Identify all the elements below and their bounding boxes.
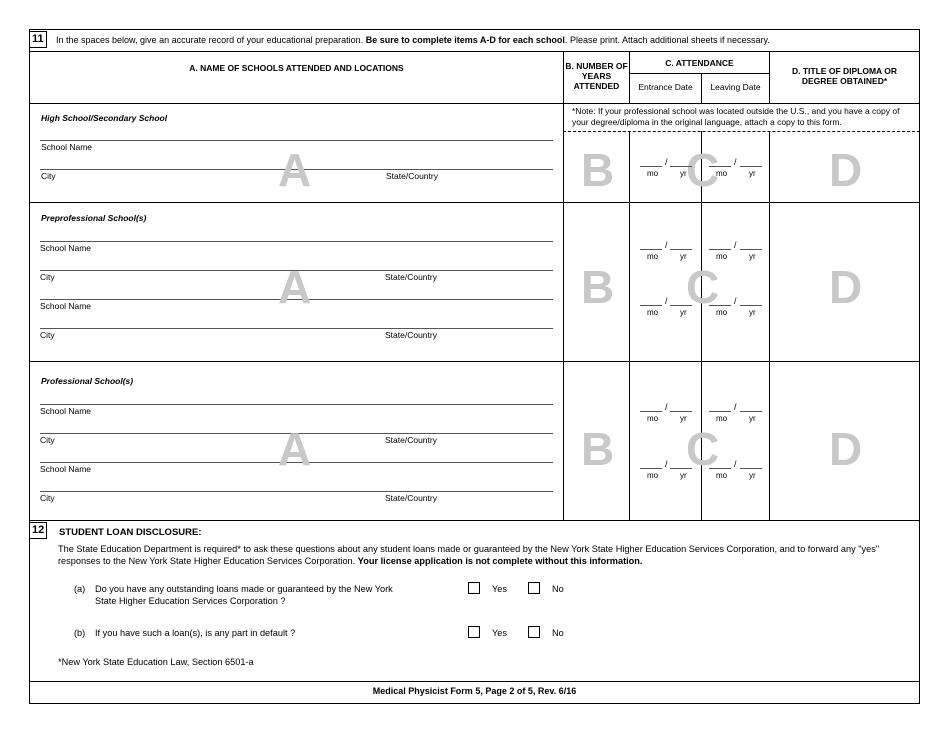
frame-left	[29, 29, 30, 703]
pro2-leaving-mo-line[interactable]	[709, 468, 731, 469]
pro2-leaving-mo: mo	[716, 471, 728, 480]
pro1-leaving-yr: yr	[749, 414, 756, 423]
student-loan-title: STUDENT LOAN DISCLOSURE:	[59, 527, 202, 538]
hs-entrance-mo: mo	[647, 169, 659, 178]
pro2-leaving-yr: yr	[749, 471, 756, 480]
col-a-header: A. NAME OF SCHOOLS ATTENDED AND LOCATIONS	[189, 63, 404, 73]
pre2-leaving-slash: /	[734, 296, 737, 306]
education-law-reference: *New York State Education Law, Section 6501-a	[58, 657, 254, 667]
pro-city-label-1: City	[40, 435, 55, 445]
section-11-number: 11	[29, 31, 47, 48]
col-c-header: C. ATTENDANCE	[665, 58, 734, 68]
pre-city-label-1: City	[40, 272, 55, 282]
question-a-no-label: No	[552, 584, 564, 594]
question-a-text: Do you have any outstanding loans made or guaranteed by the New York State Higher Education Services Corporation ?	[95, 584, 393, 606]
row-rule-2	[29, 361, 920, 362]
hs-entrance-yr-line[interactable]	[670, 166, 692, 167]
pre-school-name-line-1[interactable]	[40, 241, 553, 242]
pre2-leaving-mo-line[interactable]	[709, 305, 731, 306]
column-header-rule	[29, 103, 920, 104]
pre-city-line-2[interactable]	[40, 328, 553, 329]
pro-ghost-d: D	[829, 423, 863, 475]
hs-entrance-slash: /	[665, 157, 668, 167]
hs-leaving-slash: /	[734, 157, 737, 167]
pre-state-label-2: State/Country	[385, 330, 437, 340]
question-b-no-label: No	[552, 628, 564, 638]
question-b-yes-label: Yes	[492, 628, 507, 638]
hs-school-name-label: School Name	[41, 142, 93, 152]
section-12-number: 12	[29, 522, 47, 539]
hs-leaving-mo-line[interactable]	[709, 166, 731, 167]
pre2-leaving-yr-line[interactable]	[740, 305, 762, 306]
col-d-left	[769, 131, 770, 520]
pro1-entrance-yr-line[interactable]	[670, 411, 692, 412]
professional-heading: Professional School(s)	[41, 376, 134, 386]
hs-ghost-c: C	[686, 144, 720, 196]
pre-ghost-a: A	[278, 261, 312, 313]
pre-city-label-2: City	[40, 330, 55, 340]
frame-bottom	[29, 703, 920, 704]
pre2-leaving-mo: mo	[716, 308, 728, 317]
hs-state-label: State/Country	[386, 171, 438, 181]
hs-ghost-d: D	[829, 144, 863, 196]
pro1-entrance-mo: mo	[647, 414, 659, 423]
pro-ghost-a: A	[278, 423, 312, 475]
pre1-entrance-yr: yr	[680, 252, 687, 261]
pro-school-name-label-2: School Name	[40, 464, 92, 474]
pro1-leaving-mo-line[interactable]	[709, 411, 731, 412]
pro2-entrance-yr-line[interactable]	[670, 468, 692, 469]
pro1-leaving-yr-line[interactable]	[740, 411, 762, 412]
pre2-entrance-mo: mo	[647, 308, 659, 317]
hs-entrance-mo-line[interactable]	[640, 166, 662, 167]
hs-ghost-b: B	[581, 144, 615, 196]
question-b-yes-checkbox[interactable]	[468, 626, 480, 638]
question-a-yes-checkbox[interactable]	[468, 582, 480, 594]
hs-entrance-yr: yr	[680, 169, 687, 178]
pro2-entrance-mo-line[interactable]	[640, 468, 662, 469]
pre-school-name-label-2: School Name	[40, 301, 92, 311]
row-rule-1	[29, 202, 920, 203]
high-school-heading: High School/Secondary School	[41, 113, 168, 123]
pro-ghost-b: B	[581, 423, 615, 475]
pre2-entrance-mo-line[interactable]	[640, 305, 662, 306]
col-d-header: D. TITLE OF DIPLOMA OR DEGREE OBTAINED*	[792, 66, 897, 86]
pro-state-label-2: State/Country	[385, 493, 437, 503]
pre1-leaving-yr-line[interactable]	[740, 249, 762, 250]
pro1-leaving-slash: /	[734, 402, 737, 412]
pre1-entrance-slash: /	[665, 240, 668, 250]
question-b-no-checkbox[interactable]	[528, 626, 540, 638]
preprofessional-heading: Preprofessional School(s)	[41, 213, 147, 223]
pre1-entrance-mo-line[interactable]	[640, 249, 662, 250]
footer-rule	[29, 681, 920, 682]
frame-top	[29, 29, 920, 30]
question-b-letter: (b)	[74, 628, 86, 638]
leaving-date-header: Leaving Date	[710, 82, 761, 92]
pro-city-label-2: City	[40, 493, 55, 503]
hs-city-label: City	[41, 171, 56, 181]
pro1-entrance-slash: /	[665, 402, 668, 412]
form-footer: Medical Physicist Form 5, Page 2 of 5, Rev. 6/16	[372, 686, 577, 696]
section-rule	[29, 520, 920, 521]
attendance-subheader-rule	[629, 73, 769, 74]
question-a-no-checkbox[interactable]	[528, 582, 540, 594]
pre1-leaving-slash: /	[734, 240, 737, 250]
pre2-leaving-yr: yr	[749, 308, 756, 317]
question-a-yes-label: Yes	[492, 584, 507, 594]
hs-school-name-line[interactable]	[40, 140, 553, 141]
pro-school-name-label-1: School Name	[40, 406, 92, 416]
pre2-entrance-slash: /	[665, 296, 668, 306]
pro1-entrance-mo-line[interactable]	[640, 411, 662, 412]
pro2-entrance-slash: /	[665, 459, 668, 469]
col-b-left	[563, 51, 564, 520]
pre-state-label-1: State/Country	[385, 272, 437, 282]
question-b-text: If you have such a loan(s), is any part in default ?	[95, 628, 296, 638]
pro2-entrance-mo: mo	[647, 471, 659, 480]
col-c-left	[629, 131, 630, 520]
pro-ghost-c: C	[686, 423, 720, 475]
pre-school-name-label-1: School Name	[40, 243, 92, 253]
pro1-leaving-mo: mo	[716, 414, 728, 423]
pre-ghost-d: D	[829, 261, 863, 313]
hs-leaving-yr: yr	[749, 169, 756, 178]
hs-leaving-yr-line[interactable]	[740, 166, 762, 167]
pre1-leaving-yr: yr	[749, 252, 756, 261]
header-rule	[29, 51, 920, 52]
pre1-entrance-yr-line[interactable]	[670, 249, 692, 250]
pre2-entrance-yr-line[interactable]	[670, 305, 692, 306]
pro-city-line-2[interactable]	[40, 491, 553, 492]
col-b-header: B. NUMBER OF YEARS ATTENDED	[565, 61, 628, 91]
pre-ghost-c: C	[686, 261, 720, 313]
hs-ghost-a: A	[278, 144, 312, 196]
entrance-date-header: Entrance Date	[638, 82, 693, 92]
hs-leaving-mo: mo	[716, 169, 728, 178]
pre-ghost-b: B	[581, 261, 615, 313]
pro2-leaving-slash: /	[734, 459, 737, 469]
pro1-entrance-yr: yr	[680, 414, 687, 423]
question-a-letter: (a)	[74, 584, 86, 594]
pro2-entrance-yr: yr	[680, 471, 687, 480]
foreign-degree-note: *Note: If your professional school was located outside the U.S., and you have a copy of your degree/diploma in the original language, attach a copy to this form.	[572, 106, 900, 127]
pro-state-label-1: State/Country	[385, 435, 437, 445]
pre2-entrance-yr: yr	[680, 308, 687, 317]
note-dashed-rule	[563, 131, 920, 132]
pre1-entrance-mo: mo	[647, 252, 659, 261]
pro-school-name-line-1[interactable]	[40, 404, 553, 405]
section-11-instruction: In the spaces below, give an accurate record of your educational preparation. Be sure to complete items A-D for each school. Please print. Attach additional sheets if necessary.	[56, 35, 770, 45]
pre1-leaving-mo-line[interactable]	[709, 249, 731, 250]
pro2-leaving-yr-line[interactable]	[740, 468, 762, 469]
pre1-leaving-mo: mo	[716, 252, 728, 261]
student-loan-paragraph: The State Education Department is required* to ask these questions about any student loans made or guaranteed by the New York State Higher Education Services Corporation, and to forward any "yes" responses to the New York State Higher Education Services Corporation. Your license application is not complete without this information.	[58, 544, 880, 566]
